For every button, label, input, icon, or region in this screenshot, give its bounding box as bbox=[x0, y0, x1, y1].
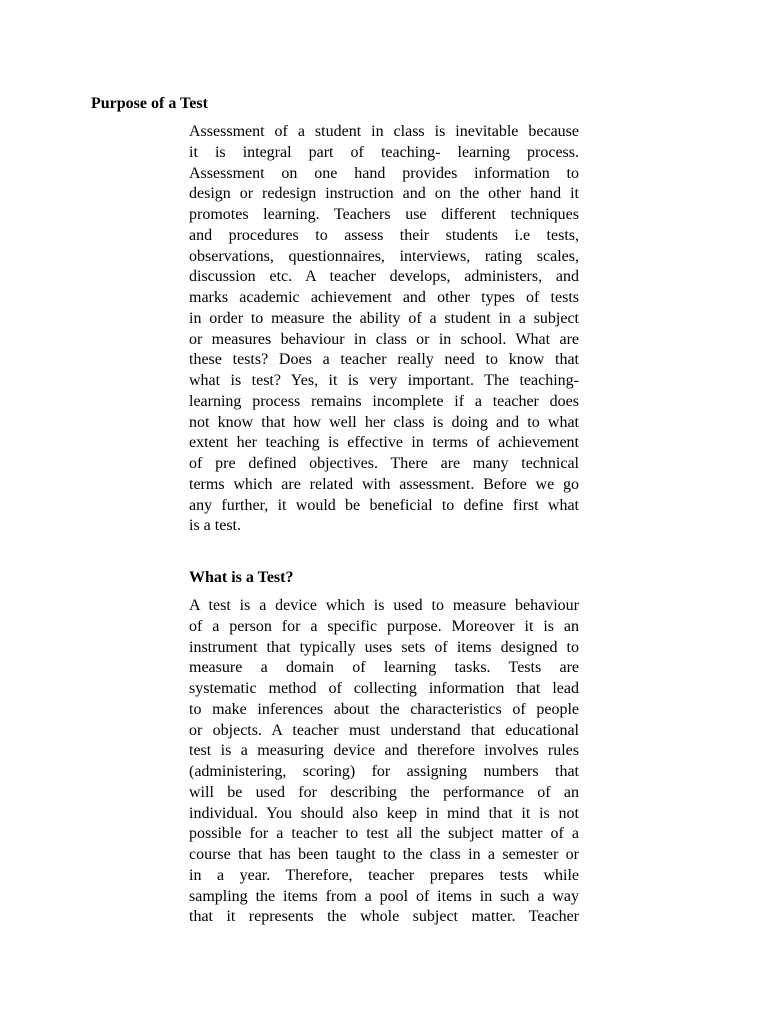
text-line: what is test? Yes, it is very important. The teaching- bbox=[189, 372, 579, 389]
text-line: Assessment of a student in class is inevitable because bbox=[189, 123, 579, 140]
text-line: or objects. A teacher must understand that educational bbox=[189, 721, 579, 739]
text-line: design or redesign instruction and on the other hand it bbox=[189, 185, 579, 203]
text-line: learning process remains incomplete if a teacher does bbox=[189, 392, 579, 410]
text-line: extent her teaching is effective in terms of achievement bbox=[189, 434, 579, 452]
text-line: it is integral part of teaching- learning process. bbox=[189, 143, 579, 161]
text-line: in order to measure the ability of a student in a subject bbox=[189, 309, 579, 327]
text-line: observations, questionnaires, interviews, rating scales, bbox=[189, 247, 579, 265]
text-line: A test is a device which is used to measure behaviour bbox=[189, 597, 579, 614]
text-line: to make inferences about the characteristics of people bbox=[189, 700, 579, 718]
text-line: systematic method of collecting information that lead bbox=[189, 680, 579, 697]
text-line: these tests? Does a teacher really need to know that bbox=[189, 351, 579, 369]
text-line: measure a domain of learning tasks. Tests are bbox=[189, 659, 579, 677]
section-heading-purpose-of-a-test: Purpose of a Test bbox=[91, 95, 208, 112]
text-line: will be used for describing the performance of an bbox=[189, 783, 579, 801]
text-line: Assessment on one hand provides information to bbox=[189, 164, 579, 182]
section-heading-what-is-a-test: What is a Test? bbox=[189, 569, 294, 586]
text-line: in a year. Therefore, teacher prepares tests while bbox=[189, 866, 579, 884]
text-line: of a person for a specific purpose. Moreover it is an bbox=[189, 617, 579, 635]
text-line: (administering, scoring) for assigning numbers that bbox=[189, 763, 579, 780]
text-line: terms which are related with assessment. Before we go bbox=[189, 475, 579, 493]
text-line: of pre defined objectives. There are many technical bbox=[189, 455, 579, 472]
text-line: any further, it would be beneficial to define first what bbox=[189, 496, 579, 514]
text-line: that it represents the whole subject matter. Teacher bbox=[189, 908, 579, 926]
text-line: discussion etc. A teacher develops, administers, and bbox=[189, 268, 579, 286]
paragraph-what-is-a-test bbox=[189, 596, 579, 928]
paragraph-purpose bbox=[189, 122, 579, 537]
text-line: not know that how well her class is doing and to what bbox=[189, 413, 579, 431]
text-line: promotes learning. Teachers use different techniques bbox=[189, 206, 579, 223]
text-line: is a test. bbox=[189, 517, 241, 535]
text-line: course that has been taught to the class in a semester or bbox=[189, 846, 579, 863]
text-line: test is a measuring device and therefore involves rules bbox=[189, 742, 579, 760]
text-line: sampling the items from a pool of items in such a way bbox=[189, 887, 579, 905]
text-line: and procedures to assess their students i.e tests, bbox=[189, 226, 579, 244]
text-line: marks academic achievement and other types of tests bbox=[189, 289, 579, 306]
text-line: or measures behaviour in class or in school. What are bbox=[189, 330, 579, 348]
text-line: possible for a teacher to test all the subject matter of a bbox=[189, 825, 579, 843]
text-line: instrument that typically uses sets of items designed to bbox=[189, 638, 579, 656]
text-line: individual. You should also keep in mind that it is not bbox=[189, 804, 579, 822]
